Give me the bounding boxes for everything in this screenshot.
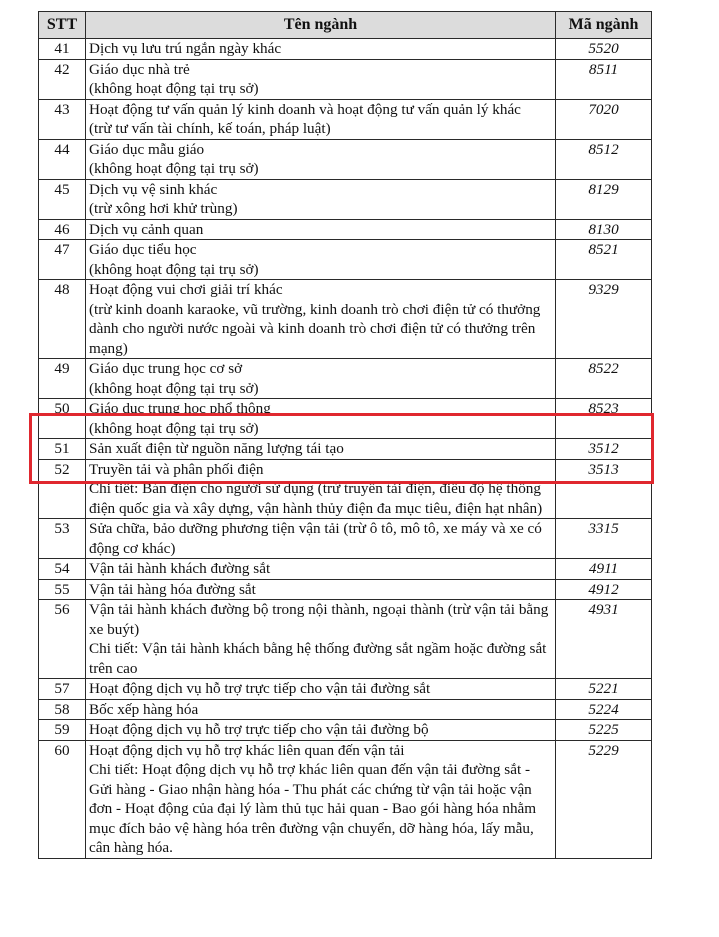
row-stt: 60 <box>39 740 86 858</box>
industry-name-line: Sản xuất điện từ nguồn năng lượng tái tạo <box>89 440 344 457</box>
table-row <box>39 280 652 359</box>
row-stt: 51 <box>39 439 86 460</box>
row-stt: 57 <box>39 679 86 700</box>
row-industry-code: 5520 <box>556 39 652 60</box>
row-industry-code: 9329 <box>556 280 652 359</box>
row-industry-code: 5224 <box>556 699 652 720</box>
industry-name-line: Giáo dục mẫu giáo <box>89 140 205 158</box>
header-stt: STT <box>39 12 86 39</box>
row-stt: 49 <box>39 359 86 399</box>
industry-name-line: Dịch vụ cảnh quan <box>89 220 204 238</box>
row-industry-code: 3315 <box>556 519 652 559</box>
row-industry-name <box>86 39 556 60</box>
industry-name-line: Truyền tải và phân phối điện <box>89 460 264 478</box>
row-industry-code: 3512 <box>556 439 652 460</box>
row-industry-code: 3513 <box>556 459 652 519</box>
industry-name-line: (không hoạt động tại trụ sở) <box>89 160 259 177</box>
table-row <box>39 59 652 99</box>
header-row <box>39 12 652 39</box>
row-industry-name <box>86 59 556 99</box>
industry-name-line: Vận tải hành khách đường sắt <box>89 560 271 577</box>
row-industry-code: 4911 <box>556 559 652 580</box>
industry-name-line: Hoạt động vui chơi giải trí khác <box>89 281 283 298</box>
industry-name-line: (không hoạt động tại trụ sở) <box>89 260 259 278</box>
industry-name-line: Hoạt động tư vấn quản lý kinh doanh và hoạt động tư vấn quản lý khác <box>89 100 521 118</box>
table-row <box>39 519 652 559</box>
row-industry-name <box>86 579 556 600</box>
row-industry-name <box>86 359 556 399</box>
industry-name-line: Hoạt động dịch vụ hỗ trợ trực tiếp cho vận tải đường sắt <box>89 680 431 697</box>
table-row <box>39 699 652 720</box>
row-stt: 50 <box>39 399 86 439</box>
row-stt: 55 <box>39 579 86 600</box>
industry-name-line: Dịch vụ vệ sinh khác <box>89 180 218 198</box>
table-row <box>39 359 652 399</box>
row-industry-code: 5229 <box>556 740 652 858</box>
row-industry-code: 8522 <box>556 359 652 399</box>
row-stt: 58 <box>39 699 86 720</box>
row-stt: 56 <box>39 600 86 679</box>
row-stt: 42 <box>39 59 86 99</box>
header-industry-name: Tên ngành <box>86 12 556 39</box>
row-industry-name <box>86 99 556 139</box>
row-industry-name <box>86 559 556 580</box>
table-row <box>39 139 652 179</box>
industry-name-line: Hoạt động dịch vụ hỗ trợ khác liên quan đến vận tải <box>89 741 405 759</box>
row-industry-name <box>86 219 556 240</box>
table-row <box>39 399 652 439</box>
row-industry-code: 8512 <box>556 139 652 179</box>
row-industry-name <box>86 439 556 460</box>
industry-name-line: Chi tiết: Vận tải hành khách bằng hệ thống đường sắt ngầm hoặc đường sắt trên cao <box>89 640 547 677</box>
industry-name-line: (trừ xông hơi khử trùng) <box>89 200 238 217</box>
industry-name-line: Giáo dục trung học cơ sở <box>89 360 243 377</box>
industry-name-line: (không hoạt động tại trụ sở) <box>89 379 259 397</box>
row-industry-code: 8130 <box>556 219 652 240</box>
industry-name-line: Vận tải hàng hóa đường sắt <box>89 580 256 598</box>
table-row <box>39 219 652 240</box>
row-industry-name <box>86 179 556 219</box>
row-industry-name <box>86 240 556 280</box>
table-body <box>39 39 652 859</box>
industry-name-line: Chi tiết: Bán điện cho người sử dụng (trừ truyền tải điện, điều độ hệ thống điện quốc gia và xây dựng, vận hành thủy điện đa mục tiêu, điện hạt nhân) <box>89 480 543 517</box>
table-row <box>39 740 652 858</box>
row-stt: 52 <box>39 459 86 519</box>
row-industry-code: 8521 <box>556 240 652 280</box>
row-industry-code: 5225 <box>556 720 652 741</box>
row-stt: 59 <box>39 720 86 741</box>
row-industry-code: 5221 <box>556 679 652 700</box>
row-industry-code: 8129 <box>556 179 652 219</box>
row-stt: 47 <box>39 240 86 280</box>
table-header <box>39 12 652 39</box>
row-stt: 54 <box>39 559 86 580</box>
table-row <box>39 439 652 460</box>
row-industry-name <box>86 740 556 858</box>
table-row <box>39 720 652 741</box>
industry-name-line: Dịch vụ lưu trú ngắn ngày khác <box>89 40 282 57</box>
row-industry-code: 4931 <box>556 600 652 679</box>
row-industry-name <box>86 699 556 720</box>
row-industry-name <box>86 139 556 179</box>
row-industry-code: 8523 <box>556 399 652 439</box>
row-industry-name <box>86 600 556 679</box>
header-industry-code: Mã ngành <box>556 12 652 39</box>
industry-name-line: (trừ tư vấn tài chính, kế toán, pháp luật) <box>89 120 331 137</box>
row-industry-code: 8511 <box>556 59 652 99</box>
table-row <box>39 179 652 219</box>
row-industry-name <box>86 399 556 439</box>
industry-name-line: Giáo dục trung học phổ thông <box>89 400 271 417</box>
industry-name-line: Giáo dục nhà trẻ <box>89 60 190 78</box>
industry-name-line: (trừ kinh doanh karaoke, vũ trường, kinh doanh trò chơi điện tử có thưởng dành cho người nước ngoài và kinh doanh trò chơi điện tử có thưởng trên mạng) <box>89 300 541 357</box>
industry-name-line: Hoạt động dịch vụ hỗ trợ trực tiếp cho vận tải đường bộ <box>89 721 429 738</box>
row-industry-code: 7020 <box>556 99 652 139</box>
row-stt: 45 <box>39 179 86 219</box>
table-row <box>39 459 652 519</box>
table-row <box>39 579 652 600</box>
industry-name-line: (không hoạt động tại trụ sở) <box>89 419 259 437</box>
row-stt: 46 <box>39 219 86 240</box>
industry-name-line: Giáo dục tiểu học <box>89 241 197 258</box>
row-stt: 43 <box>39 99 86 139</box>
table-row <box>39 99 652 139</box>
industry-name-line: Vận tải hành khách đường bộ trong nội thành, ngoại thành (trừ vận tải bằng xe buýt) <box>89 601 549 638</box>
row-industry-name <box>86 459 556 519</box>
table-row <box>39 559 652 580</box>
table-row <box>39 679 652 700</box>
row-stt: 53 <box>39 519 86 559</box>
industry-name-line: Sửa chữa, bảo dưỡng phương tiện vận tải (trừ ô tô, mô tô, xe máy và xe có động cơ khác) <box>89 520 542 557</box>
table-row <box>39 240 652 280</box>
row-industry-name <box>86 280 556 359</box>
row-stt: 41 <box>39 39 86 60</box>
row-industry-name <box>86 519 556 559</box>
row-stt: 48 <box>39 280 86 359</box>
industry-code-table <box>38 11 652 859</box>
table-row <box>39 39 652 60</box>
industry-name-line: (không hoạt động tại trụ sở) <box>89 80 259 97</box>
table-row <box>39 600 652 679</box>
row-stt: 44 <box>39 139 86 179</box>
row-industry-name <box>86 679 556 700</box>
industry-name-line: Chi tiết: Hoạt động dịch vụ hỗ trợ khác liên quan đến vận tải đường sắt - Gửi hàng - Giao nhận hàng hóa - Thu phát các chứng từ vận tải hoặc vận đơn - Hoạt động của đại lý làm thủ tục hải quan - Bao gói hàng hóa nhằm mục đích bảo vệ hàng hóa trên đường vận chuyển, dỡ hàng hóa, lấy mẫu, cân hàng hóa. <box>89 761 537 856</box>
row-industry-code: 4912 <box>556 579 652 600</box>
row-industry-name <box>86 720 556 741</box>
industry-name-line: Bốc xếp hàng hóa <box>89 700 199 718</box>
